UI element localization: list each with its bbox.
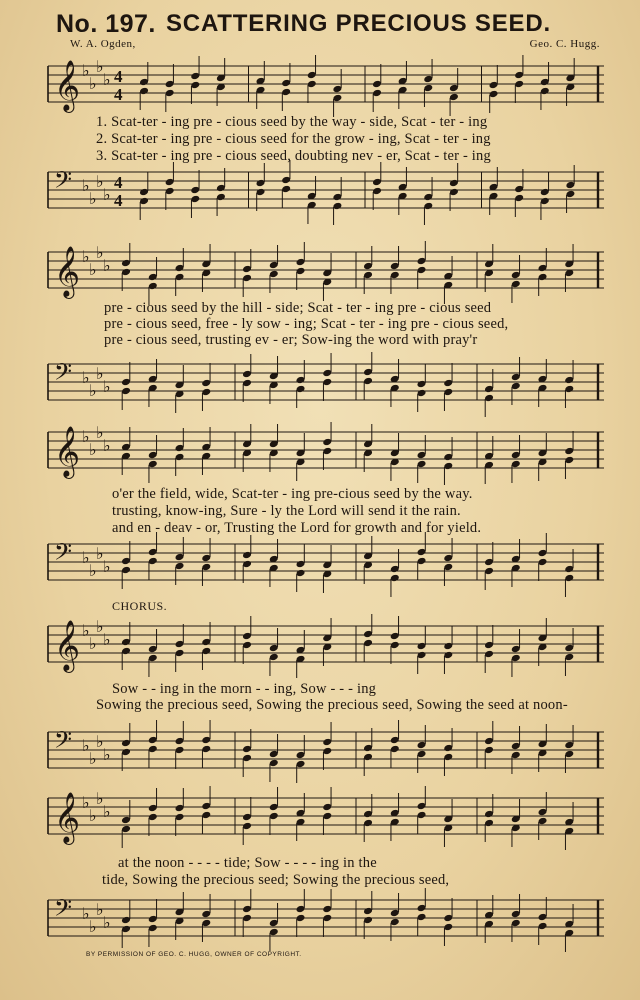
treble-clef-icon: 𝄞 [54,426,81,477]
treble-clef-icon: 𝄞 [54,792,81,843]
flat-icon: ♭ [96,789,104,808]
flat-icon: ♭ [82,247,90,266]
flat-icon: ♭ [82,368,90,387]
flat-icon: ♭ [103,913,111,932]
bass-clef-icon: 𝄢 [54,894,73,927]
lyric-line: and en - deav - or, Trusting the Lord for growth and for yield. [112,520,482,536]
flat-icon: ♭ [89,260,97,279]
flat-icon: ♭ [82,904,90,923]
staff-treble-3 [48,423,604,478]
flat-icon: ♭ [89,749,97,768]
flat-icon: ♭ [96,544,104,563]
time-signature-bottom: 4 [114,191,123,210]
lyric-line: 2. Scat-ter - ing pre - cious seed for the grow - ing, Scat - ter - ing [96,131,491,147]
bass-clef-icon: 𝄢 [54,538,73,571]
treble-clef-icon: 𝄞 [54,246,81,297]
flat-icon: ♭ [96,900,104,919]
staff-bass-4 [48,728,604,778]
flat-icon: ♭ [103,745,111,764]
staff-treble-1 [48,57,604,112]
flat-icon: ♭ [82,176,90,195]
flat-icon: ♭ [103,256,111,275]
flat-icon: ♭ [103,377,111,396]
flat-icon: ♭ [82,621,90,640]
composer-credit: Geo. C. Hugg. [529,38,600,50]
flat-icon: ♭ [89,634,97,653]
treble-clef-icon: 𝄞 [54,60,81,111]
lyric-line: tide, Sowing the precious seed; Sowing the precious seed, [102,872,450,888]
staff-bass-3 [48,540,604,590]
hymn-number: No. 197. [56,10,156,38]
flat-icon: ♭ [96,243,104,262]
flat-icon: ♭ [103,436,111,455]
flat-icon: ♭ [89,381,97,400]
lyric-line: at the noon - - - - tide; Sow - - - - ing in the [118,855,377,871]
flat-icon: ♭ [89,806,97,825]
staff-bass-2 [48,360,604,410]
staff-treble-2 [48,243,604,298]
chorus-label: CHORUS. [112,599,168,613]
lyric-line: Sowing the precious seed, Sowing the precious seed, Sowing the seed at noon- [96,697,568,713]
flat-icon: ♭ [82,548,90,567]
staff-bass-1 [48,168,604,218]
flat-icon: ♭ [89,917,97,936]
time-signature-bottom: 4 [114,85,123,104]
flat-icon: ♭ [103,557,111,576]
flat-icon: ♭ [82,427,90,446]
staff-treble-4 [48,617,604,672]
flat-icon: ♭ [103,802,111,821]
time-signature-top: 4 [114,67,123,86]
lyric-line: trusting, know-ing, Sure - ly the Lord will send it the rain. [112,503,461,519]
treble-clef-icon: 𝄞 [54,620,81,671]
lyric-line: o'er the field, wide, Scat-ter - ing pre-cious seed by the way. [112,486,473,502]
time-signature-top: 4 [114,173,123,192]
author-credit: W. A. Ogden, [70,38,136,50]
flat-icon: ♭ [89,440,97,459]
lyric-line: pre - cious seed, trusting ev - er; Sow-ing the word with pray'r [104,332,478,348]
flat-icon: ♭ [89,189,97,208]
bass-clef-icon: 𝄢 [54,358,73,391]
staff-bass-5 [48,896,604,946]
flat-icon: ♭ [96,423,104,442]
flat-icon: ♭ [96,364,104,383]
flat-icon: ♭ [82,793,90,812]
lyric-line: pre - cious seed, free - ly sow - ing; Scat - ter - ing pre - cious seed, [104,316,509,332]
flat-icon: ♭ [103,70,111,89]
lyric-line: pre - cious seed by the hill - side; Scat - ter - ing pre - cious seed [104,300,492,316]
flat-icon: ♭ [96,57,104,76]
flat-icon: ♭ [82,736,90,755]
flat-icon: ♭ [89,74,97,93]
flat-icon: ♭ [82,61,90,80]
bass-clef-icon: 𝄢 [54,166,73,199]
lyric-line: 1. Scat-ter - ing pre - cious seed by the way - side, Scat - ter - ing [96,114,488,130]
staff-treble-5 [48,789,604,844]
lyric-line: 3. Scat-ter - ing pre - cious seed, doubting nev - er, Scat - ter - ing [96,148,491,164]
flat-icon: ♭ [103,630,111,649]
hymn-title: SCATTERING PRECIOUS SEED. [166,10,551,37]
bass-clef-icon: 𝄢 [54,726,73,759]
flat-icon: ♭ [103,185,111,204]
flat-icon: ♭ [89,561,97,580]
flat-icon: ♭ [96,732,104,751]
flat-icon: ♭ [96,172,104,191]
copyright-permission: BY PERMISSION OF GEO. C. HUGG, OWNER OF COPYRIGHT. [86,951,302,958]
lyric-line: Sow - - ing in the morn - - ing, Sow - - - ing [112,681,377,697]
flat-icon: ♭ [96,617,104,636]
